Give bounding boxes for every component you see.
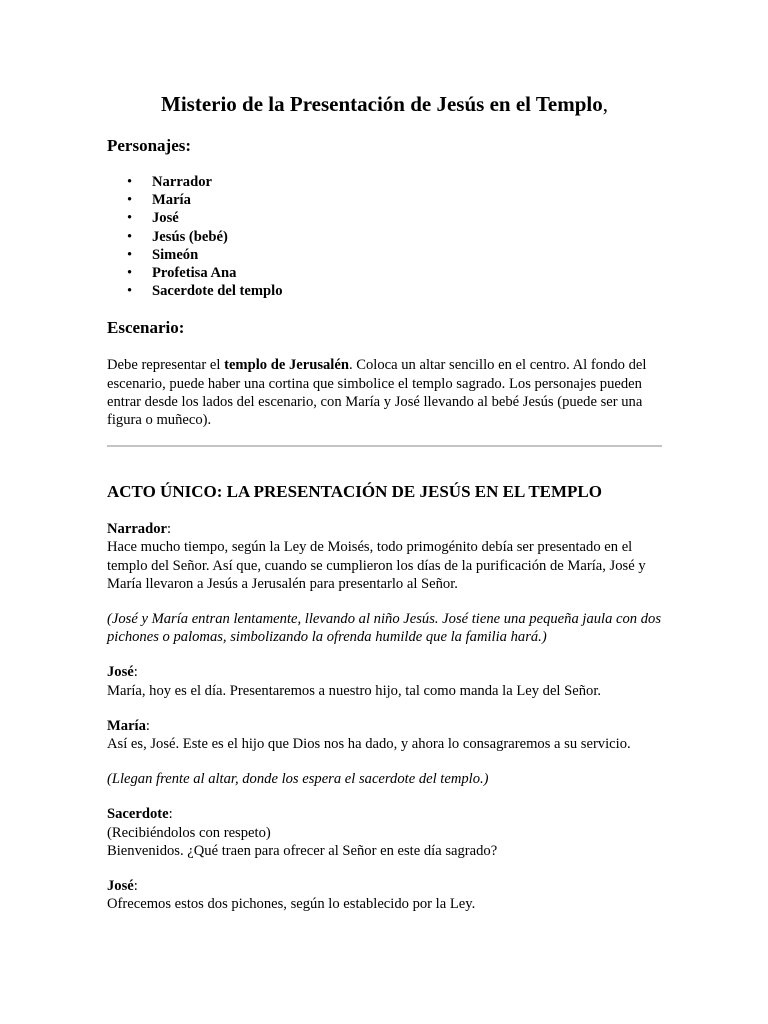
speaker-colon: : [166, 521, 172, 538]
bullet-icon: • [127, 283, 133, 300]
list-item [107, 191, 662, 209]
speaker-name: Sacerdote [107, 806, 169, 823]
speaker-line [107, 717, 662, 735]
stage-direction-block [107, 770, 662, 788]
speaker-line [107, 805, 662, 823]
characters-list [107, 173, 662, 300]
list-item [107, 282, 662, 300]
character-name: Sacerdote del templo [152, 283, 283, 300]
dialogue-block [107, 805, 662, 860]
list-item [107, 246, 662, 264]
dialogue-text: María, hoy es el día. Presentaremos a nuestro hijo, tal como manda la Ley del Señor. [107, 682, 602, 699]
speaker-name: José [107, 878, 134, 895]
bullet-icon: • [127, 246, 133, 263]
escenario-paragraph [107, 356, 662, 429]
dialogue-block [107, 520, 662, 593]
act-heading: ACTO ÚNICO: LA PRESENTACIÓN DE JESÚS EN EL TEMPLO [107, 482, 602, 502]
character-name: María [152, 192, 191, 209]
dialogue-block [107, 877, 662, 913]
speaker-name: José [107, 664, 134, 681]
speaker-colon: : [145, 717, 150, 734]
stage-direction-block [107, 610, 662, 646]
bullet-icon: • [127, 210, 133, 227]
speaker-name: Narrador [107, 521, 167, 538]
speaker-colon: : [133, 878, 138, 895]
title-text: Misterio de la Presentación de Jesús en el Templo [161, 92, 603, 116]
speaker-colon: : [133, 664, 138, 681]
list-item [107, 264, 662, 282]
list-item [107, 173, 662, 191]
escenario-text-after: . Coloca un altar sencillo en el centro. Al fondo del escenario, puede haber una cortina que simbolice el templo sagrado. Los personajes pueden entrar desde los lados del escenario, con María y José llevando al bebé Jesús (puede ser una figura o muñeco). [107, 357, 647, 429]
speaker-colon: : [168, 806, 173, 823]
speaker-line [107, 877, 662, 895]
dialogue-block [107, 717, 662, 753]
character-name: Simeón [152, 246, 199, 263]
bullet-icon: • [127, 265, 133, 282]
speaker-name: María [107, 717, 146, 734]
speaker-line [107, 520, 662, 538]
bullet-icon: • [127, 228, 133, 245]
stage-direction: (Llegan frente al altar, donde los espera el sacerdote del templo.) [107, 771, 489, 788]
escenario-text-bold: templo de Jerusalén [224, 357, 349, 374]
escenario-heading: Escenario: [107, 318, 185, 338]
horizontal-divider [107, 445, 662, 447]
character-name: José [152, 210, 179, 227]
document-title [107, 90, 662, 118]
bullet-icon: • [127, 174, 133, 190]
list-item [107, 228, 662, 246]
character-name: Profetisa Ana [152, 265, 237, 282]
dialogue-block [107, 663, 662, 699]
character-name: Narrador [152, 174, 212, 190]
stage-direction: (José y María entran lentamente, llevando al niño Jesús. José tiene una pequeña jaula con dos pichones o palomas, simbolizando la ofrenda humilde que la familia hará.) [107, 611, 662, 646]
personajes-heading: Personajes: [107, 136, 192, 155]
actor-direction: (Recibiéndolos con respeto) [107, 824, 271, 841]
dialogue-text: Hace mucho tiempo, según la Ley de Moisés, todo primogénito debía ser presentado en el templo del Señor. Así que, cuando se cumplieron los días de la purificación de María, José y María llevaron a Jesús a Jerusalén para presentarlo al Señor. [107, 539, 646, 592]
dialogue-text: Así es, José. Este es el hijo que Dios nos ha dado, y ahora lo consagraremos a su servicio. [107, 736, 631, 753]
escenario-text-before: Debe representar el [107, 357, 225, 374]
title-punct: , [602, 92, 608, 116]
dialogue-text: Bienvenidos. ¿Qué traen para ofrecer al Señor en este día sagrado? [107, 842, 498, 859]
list-item [107, 209, 662, 227]
character-name: Jesús (bebé) [152, 228, 228, 245]
bullet-icon: • [127, 192, 133, 209]
speaker-line [107, 663, 662, 681]
dialogue-text: Ofrecemos estos dos pichones, según lo establecido por la Ley. [107, 896, 476, 913]
